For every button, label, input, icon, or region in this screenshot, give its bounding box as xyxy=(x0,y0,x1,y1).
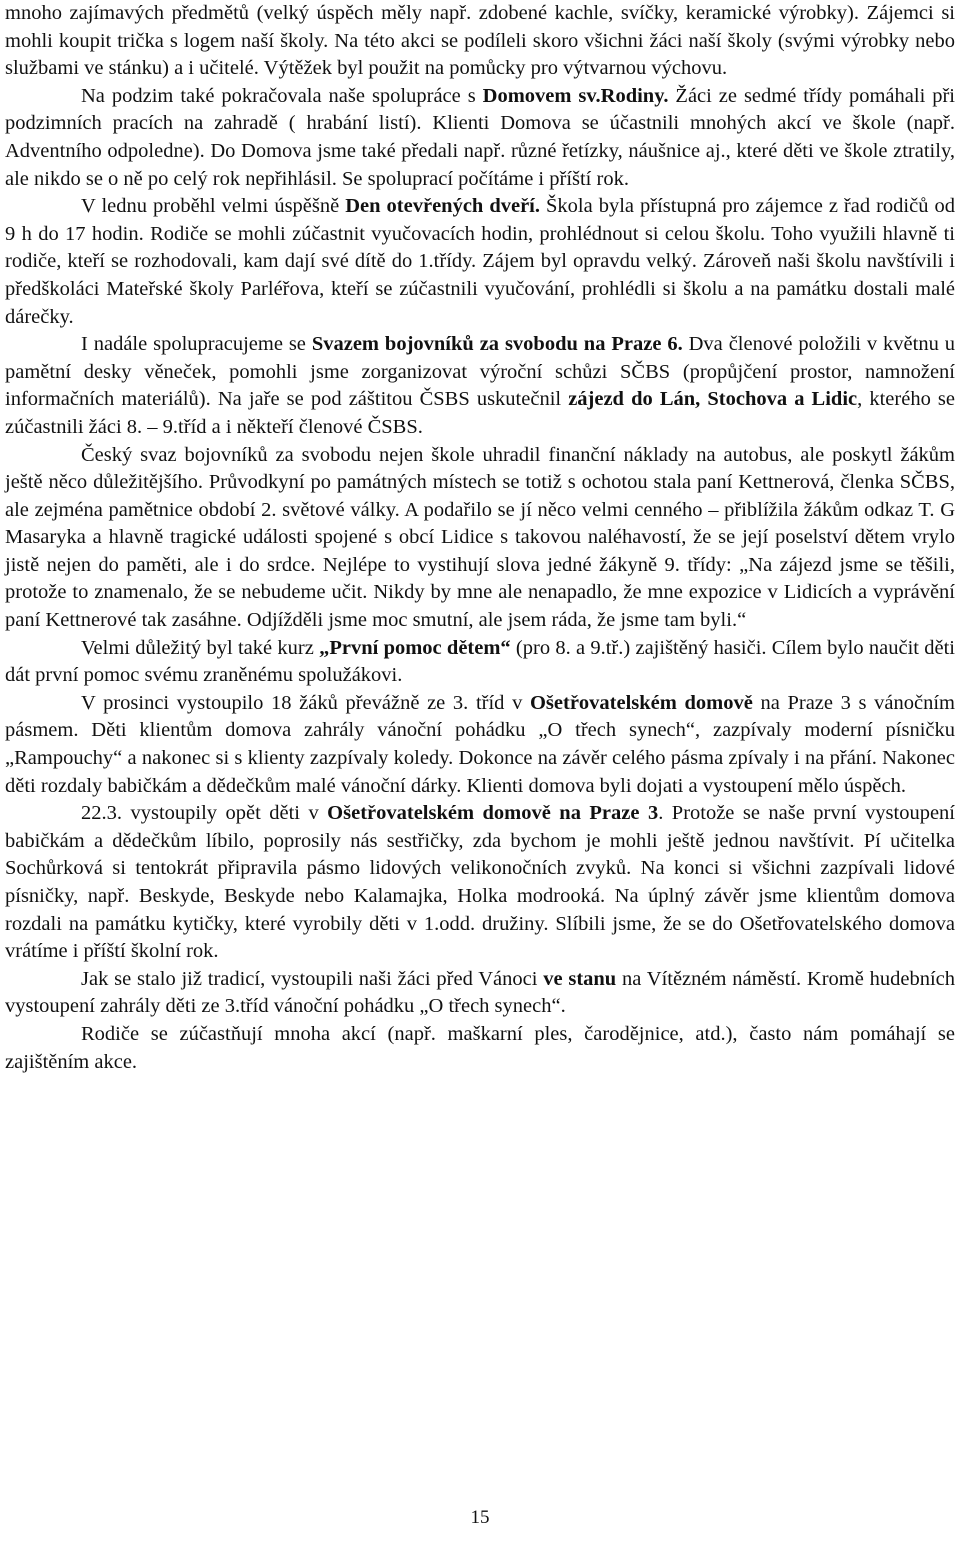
text-run: mnoho zajímavých předmětů (velký úspěch měly např. zdobené kachle, svíčky, keramické výrobky). Zájemci si mohli koupit trička s logem naší školy. Na této akci se podíleli skoro všichni žáci naší školy (svými výrobky nebo službami ve stánku) a i učitelé. Výtěžek byl použit na pomůcky pro výtvarnou výchovu. xyxy=(5,2,955,80)
paragraph xyxy=(5,83,955,193)
text-run: Škola byla přístupná pro zájemce z řad rodičů od 9 h do 17 hodin. Rodiče se mohli zúčastnit vyučovacích hodin, prohlédnout si celou školu. Toho využili hlavně ti rodiče, kteří se rozhodovali, kam dají své dítě do 1.třídy. Zájem byl opravdu velký. Zároveň naši školu navštívili i předškoláci Mateřské školy Parléřova, kteří se zúčastnili vyučování, prohlédli si školu a na památku dostali malé dárečky. xyxy=(5,195,955,328)
bold-text-run: Domovem sv.Rodiny. xyxy=(482,84,669,107)
text-run: (pro 8. a 9.tř.) zajištěný hasiči. Cílem bylo naučit děti dát první pomoc svému zraněnému spolužákovi. xyxy=(5,636,955,687)
bold-text-run: Den otevřených dveří. xyxy=(345,195,541,218)
text-run: Dva členové položili v květnu u pamětní desky věneček, pomohli jsme zorganizovat výroční schůzi SČBS (propůjčení prostor, namnožení informačních materiálů). Na jaře se pod záštitou ČSBS uskutečnil xyxy=(5,333,955,411)
text-run: Český svaz bojovníků za svobodu nejen škole uhradil finanční náklady na autobus, ale poskytl žákům ještě něco důležitějšího. Průvodkyní po památných místech se totiž s ochotou stala paní Kettnerová, členka SČBS, ale zejména pamětnice období 2. světové války. A podařilo se jí něco velmi cenného – přiblížila žákům odkaz T. G Masaryka a hlavně tragické události spojené s obcí Lidice s takovou naléhavostí, že se její poselství dětem vrylo jistě nejen do paměti, ale i do srdce. Nejlépe to vystihují slova jedné žákyně 9. třídy: „Na zájezd jsme se těšili, protože to znamenalo, že se nebudeme učit. Nikdy by mne ale nenapadlo, že mne expozice v Lidicích a vyprávění paní Kettnerové tak zasáhne. Odjížděli jsme moc smutní, ale jsem ráda, že jsme tam byli.“ xyxy=(5,443,955,632)
bold-text-run: Ošetřovatelském domově na Praze 3 xyxy=(327,802,659,825)
text-run: V lednu proběhl velmi úspěšně xyxy=(81,195,346,218)
text-run: Na podzim také pokračovala naše spolupráce s xyxy=(81,84,483,107)
text-run: Velmi důležitý byl také kurz xyxy=(81,636,320,659)
paragraph xyxy=(5,331,955,441)
text-run: I nadále spolupracujeme se xyxy=(81,333,312,356)
bold-text-run: „První pomoc dětem“ xyxy=(319,636,511,659)
bold-text-run: Ošetřovatelském domově xyxy=(529,691,753,714)
paragraph xyxy=(5,193,955,331)
text-run: V prosinci vystoupilo 18 žáků převážně ze 3. tříd v xyxy=(81,691,530,714)
bold-text-run: zájezd do Lán, Stochova a Lidic xyxy=(568,388,858,411)
document-page xyxy=(5,0,955,1076)
bold-text-run: ve stanu xyxy=(543,967,617,990)
text-run: , kterého se zúčastnili žáci 8. – 9.tříd a i někteří členové ČSBS. xyxy=(5,388,955,438)
text-run: Rodiče se zúčastňují mnoha akcí (např. maškarní ples, čarodějnice, atd.), často nám pomáhají se zajištěním akce. xyxy=(5,1022,955,1073)
paragraph xyxy=(5,690,955,800)
paragraph xyxy=(5,800,955,966)
text-run: Žáci ze sedmé třídy pomáhali při podzimních pracích na zahradě ( hrabání listí). Klienti Domova se účastnili mnohých akcí ve škole (např. Adventního odpoledne). Do Domova jsme také předali např. různé řetízky, náušnice aj., které děti ve škole ztratily, ale nikdo se o ně po celý rok nepřihlásil. Se spoluprací počítáme i příští rok. xyxy=(5,84,955,190)
text-run: . Protože se naše první vystoupení babičkám a dědečkům líbilo, poprosily nás sestřičky, zda bychom je mohli ještě jednou navštívit. Pí učitelka Sochůrková si tentokrát připravila pásmo lidových velikonočních zvyků. Na konci si všichni zazpívali lidové písničky, např. Beskyde, Beskyde nebo Kalamajka, Holka modrooká. Na úplný závěr jsme klientům domova rozdali na památku kytičky, které vyrobily děti v 1.odd. družiny. Slíbili jsme, že se do Ošetřovatelského domova vrátíme i příští školní rok. xyxy=(5,802,956,963)
paragraph xyxy=(5,966,955,1021)
text-run: Jak se stalo již tradicí, vystoupili naši žáci před Vánoci xyxy=(81,967,544,990)
paragraph xyxy=(5,0,955,83)
paragraph xyxy=(5,1021,955,1076)
text-run: na Praze 3 s vánočním pásmem. Děti klientům domova zahrály vánoční pohádku „O třech synech“, zazpívaly moderní písničku „Rampouchy“ a nakonec si s klienty zazpívaly koledy. Dokonce na závěr celého pásma zpívaly i na přání. Nakonec děti rozdaly babičkám a dědečkům malé vánoční dárky. Klienti domova byli dojati a vystoupení mělo úspěch. xyxy=(5,691,955,797)
text-run: na Vítězném náměstí. Kromě hudebních vystoupení zahrály děti ze 3.tříd vánoční pohádku „O třech synech“. xyxy=(5,967,956,1018)
paragraph xyxy=(5,635,955,690)
bold-text-run: Svazem bojovníků za svobodu na Praze 6. xyxy=(311,333,683,356)
page-number: 15 xyxy=(470,1507,490,1528)
document-body xyxy=(5,0,955,1076)
paragraph xyxy=(5,442,955,635)
text-run: 22.3. vystoupily opět děti v xyxy=(81,802,328,825)
